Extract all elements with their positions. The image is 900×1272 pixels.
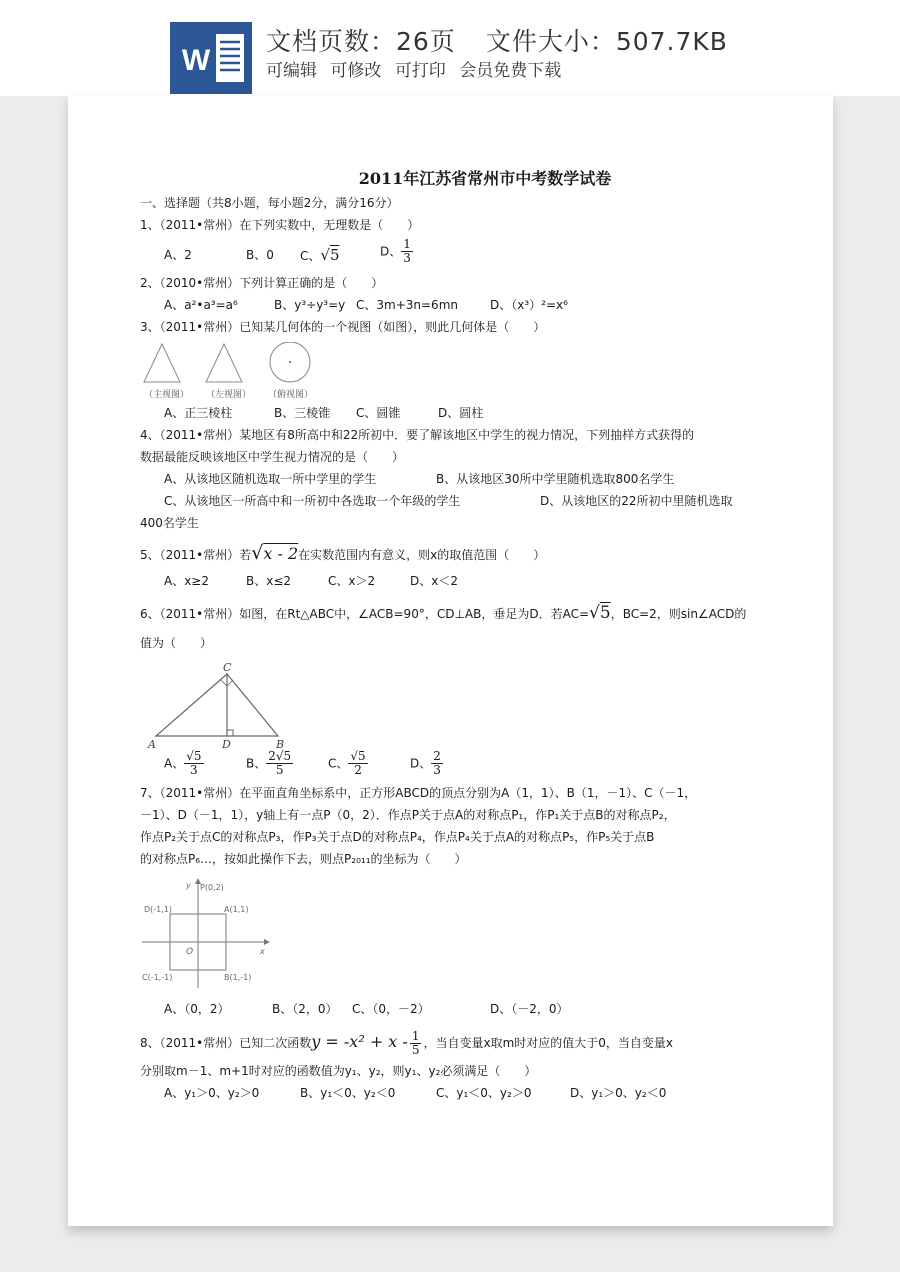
q3-options <box>140 402 760 424</box>
feature-list <box>266 56 569 81</box>
point-d-label: D <box>222 738 231 750</box>
q2-option-d: D、（x³）²=x⁶ <box>490 298 568 312</box>
q1-options <box>140 237 760 268</box>
x-axis-label: x <box>260 947 265 956</box>
feature-modifiable: 可修改 <box>330 61 382 81</box>
q3-three-views-figure <box>140 342 340 402</box>
q8-options <box>140 1082 760 1104</box>
q4-options-row2 <box>140 490 760 512</box>
q4-option-b: B、从该地区30所中学里随机选取800名学生 <box>436 472 675 486</box>
page-count: 文档页数：26页 <box>266 27 456 56</box>
q4-option-d-continued: 400名学生 <box>140 516 199 530</box>
q6-option-a: A、 $\frac{√5}{3}$ <box>164 749 202 777</box>
q4-stem-line1: 4、（2011•常州）某地区有8所高中和22所初中．要了解该地区中学生的视力情况，下列抽样方式获得的 <box>140 428 695 442</box>
q2-options <box>140 294 760 316</box>
q7-option-b: B、（2，0） <box>272 1002 338 1016</box>
q2-option-a: A、a²•a³=a⁶ <box>164 298 238 312</box>
q8-stem-line1: 8、（2011•常州）已知二次函数y = -x² + x - $\frac{1}{5}$ ，当自变量x取m时对应的值大于0，当自变量x <box>140 1029 673 1057</box>
q3-option-a: A、正三棱柱 <box>164 406 233 420</box>
right-angle-mark-d <box>227 730 233 736</box>
q7-stem-line3: 作点P₂关于点C的对称点P₃，作P₃关于点D的对称点P₄，作点P₄关于点A的对称点P₅，作P₅关于点B <box>140 830 655 844</box>
q1-option-c: C、√5 <box>300 246 340 264</box>
q7-coordinate-figure <box>140 876 280 994</box>
download-banner <box>0 0 900 96</box>
top-view-label: （俯视图） <box>268 390 314 400</box>
q8-option-b: B、y₁＜0、y₂＜0 <box>300 1086 396 1100</box>
q6-option-b: B、 $\frac{2√5}{5}$ <box>246 749 292 777</box>
q1-option-b: B、0 <box>246 248 274 262</box>
exam-content <box>140 166 760 1104</box>
word-document-icon <box>170 22 252 94</box>
feature-printable: 可打印 <box>394 61 446 81</box>
q7-option-c: C、（0，－2） <box>352 1002 430 1016</box>
q8-option-a: A、y₁＞0、y₂＞0 <box>164 1086 260 1100</box>
q7-stem-line2: －1）、D（－1，1），y轴上有一点P（0，2）．作点P关于点A的对称点P₁，作P₁关于点B的对称点P₂， <box>140 808 676 822</box>
q1-stem: 1、（2011•常州）在下列实数中，无理数是（ ） <box>140 218 420 232</box>
q4-stem-line2: 数据最能反映该地区中学生视力情况的是（ ） <box>140 450 405 464</box>
q7-options <box>140 998 760 1020</box>
point-a-label: A(1,1) <box>224 905 249 914</box>
q5-option-c: C、x＞2 <box>328 574 376 588</box>
side-view-label: （左视图） <box>206 390 252 400</box>
point-c-label: C(-1,-1) <box>142 973 173 982</box>
vertex-a-label: A <box>148 738 156 750</box>
q7-option-a: A、（0，2） <box>164 1002 230 1016</box>
point-b-label: B(1,-1) <box>224 973 252 982</box>
q4-option-c: C、从该地区一所高中和一所初中各选取一个年级的学生 <box>164 494 461 508</box>
q5-option-b: B、x≤2 <box>246 574 292 588</box>
svg-text:W: W <box>181 44 211 77</box>
top-view-center-dot <box>289 361 291 363</box>
front-view-triangle <box>144 344 180 382</box>
triangle-abc <box>156 674 278 736</box>
q7-stem-line4: 的对称点P₆…，按如此操作下去，则点P₂₀₁₁的坐标为（ ） <box>140 852 467 866</box>
section-heading: 一、选择题（共8小题，每小题2分，满分16分） <box>140 196 399 210</box>
y-axis-label: y <box>186 881 191 890</box>
q6-options <box>140 750 760 782</box>
feature-editable: 可编辑 <box>266 61 317 81</box>
q7-option-d: D、（－2，0） <box>490 1002 569 1016</box>
q5-option-a: A、x≥2 <box>164 574 210 588</box>
point-p-label: P(0,2) <box>200 883 224 892</box>
point-d-label: D(-1,1) <box>144 905 173 914</box>
q5-stem: 5、（2011•常州）若√x - 2在实数范围内有意义，则x的取值范围（ ） <box>140 542 546 564</box>
document-stats <box>266 22 728 58</box>
q8-option-c: C、y₁＜0、y₂＞0 <box>436 1086 532 1100</box>
q5-option-d: D、x＜2 <box>410 574 458 588</box>
q1-option-a: A、2 <box>164 248 192 262</box>
file-size: 文件大小：507.7KB <box>485 27 728 56</box>
q5-options <box>140 570 760 592</box>
exam-title: 2011年江苏省常州市中考数学试卷 <box>358 169 612 188</box>
q4-options-row1 <box>140 468 760 490</box>
front-view-label: （主视图） <box>144 390 190 400</box>
q4-option-d: D、从该地区的22所初中里随机选取 <box>540 494 733 508</box>
q2-option-b: B、y³÷y³=y <box>274 298 346 312</box>
q8-option-d: D、y₁＞0、y₂＜0 <box>570 1086 667 1100</box>
q6-stem-line2: 值为（ ） <box>140 636 213 650</box>
feature-member-download: 会员免费下载 <box>459 61 562 81</box>
q6-stem-line1: 6、（2011•常州）如图，在Rt△ABC中，∠ACB=90°，CD⊥AB，垂足为D．若AC=√5，BC=2，则sin∠ACD的 <box>140 603 747 623</box>
q4-option-a: A、从该地区随机选取一所中学里的学生 <box>164 472 377 486</box>
document-page <box>68 96 833 1226</box>
q2-option-c: C、3m+3n=6mn <box>356 298 458 312</box>
q6-option-c: C、 $\frac{√5}{2}$ <box>328 749 366 777</box>
q6-option-d: D、 $\frac{2}{3}$ <box>410 749 441 777</box>
q3-option-b: B、三棱锥 <box>274 406 331 420</box>
vertex-b-label: B <box>276 738 285 750</box>
q3-option-d: D、圆柱 <box>438 406 484 420</box>
q8-stem-line2: 分别取m－1、m+1时对应的函数值为y₁、y₂，则y₁、y₂必须满足（ ） <box>140 1064 537 1078</box>
q7-stem-line1: 7、（2011•常州）在平面直角坐标系中，正方形ABCD的顶点分别为A（1，1）、B（1，－1）、C（－1， <box>140 786 697 800</box>
q3-stem: 3、（2011•常州）已知某几何体的一个视图（如图），则此几何体是（ ） <box>140 320 546 334</box>
side-view-triangle <box>206 344 242 382</box>
origin-label: O <box>186 947 194 957</box>
q6-triangle-figure <box>140 660 300 750</box>
q1-option-d: D、 $\frac{1}{3}$ <box>380 237 411 265</box>
q3-option-c: C、圆锥 <box>356 406 401 420</box>
q2-stem: 2、（2010•常州）下列计算正确的是（ ） <box>140 276 384 290</box>
vertex-c-label: C <box>223 661 232 674</box>
x-axis-arrow <box>264 939 270 945</box>
